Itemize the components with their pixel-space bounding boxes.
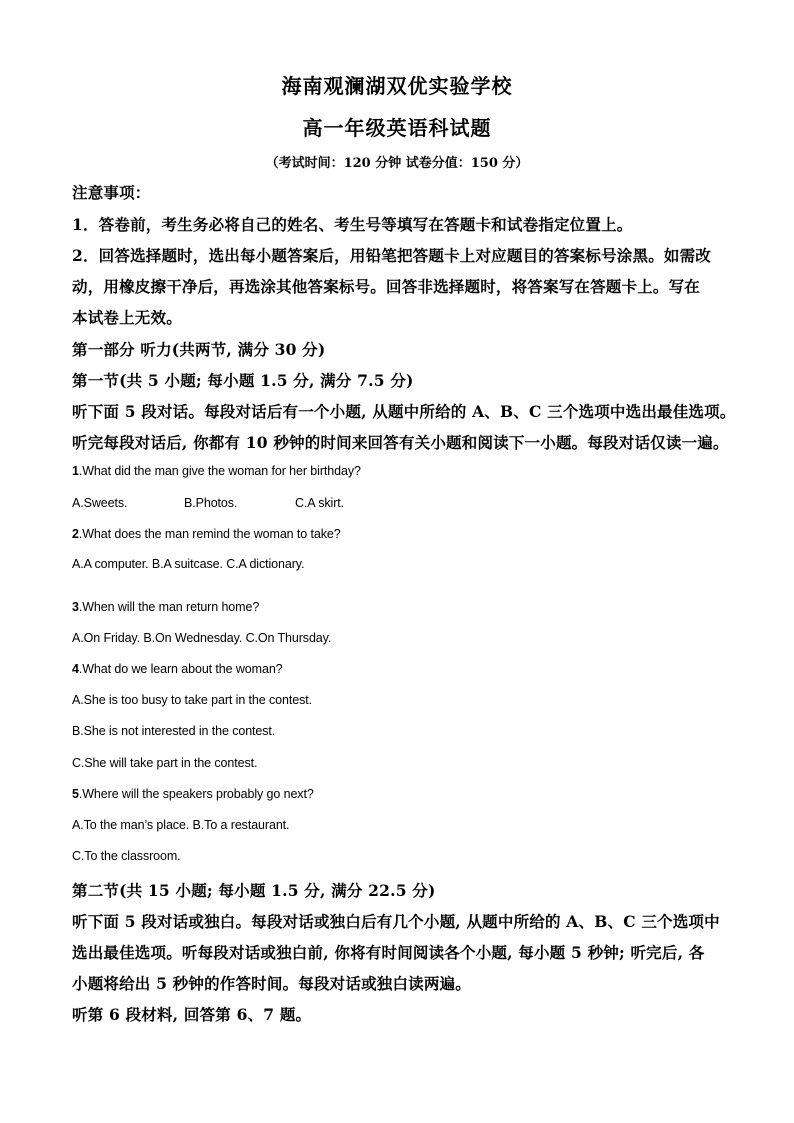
notice-item-2-line-3: 本试卷上无效。 <box>72 308 182 327</box>
option-a: A.Sweets. <box>72 496 128 510</box>
question-1-stem <box>72 464 361 478</box>
exam-info: （考试时间：120 分钟 试卷分值：150 分） <box>265 156 529 171</box>
question-2-options: A.A computer. B.A suitcase. C.A dictionary. <box>72 557 305 571</box>
part1-title: 第一部分 听力(共两节, 满分 30 分) <box>72 340 326 359</box>
question-4-option-b: B.She is not interested in the contest. <box>72 724 276 738</box>
question-number: 1 <box>72 464 79 478</box>
question-3-options: A.On Friday. B.On Wednesday. C.On Thursday. <box>72 631 332 645</box>
question-text: .What did the man give the woman for her birthday? <box>78 464 361 478</box>
question-number: 3 <box>72 600 79 614</box>
question-text: .Where will the speakers probably go next? <box>78 787 314 801</box>
option-b: B.Photos. <box>184 496 238 510</box>
notice-item-2-line-1: 2．回答选择题时，选出每小题答案后，用铅笔把答题卡上对应题目的答案标号涂黑。如需改 <box>72 246 711 265</box>
question-number: 5 <box>72 787 79 801</box>
question-number: 2 <box>72 527 79 541</box>
question-5-option-c: C.To the classroom. <box>72 849 181 863</box>
section1-title: 第一节(共 5 小题; 每小题 1.5 分, 满分 7.5 分) <box>72 371 414 390</box>
section2-instruction-line-2: 选出最佳选项。听每段对话或独白前, 你将有时间阅读各个小题, 每小题 5 秒钟; 听完后, 各 <box>72 943 705 962</box>
section2-instruction-line-3: 小题将给出 5 秒钟的作答时间。每段对话或独白读两遍。 <box>72 974 471 993</box>
question-number: 4 <box>72 662 79 676</box>
question-5-stem <box>72 787 314 801</box>
question-2-stem <box>72 527 341 541</box>
section2-instruction-line-1: 听下面 5 段对话或独白。每段对话或独白后有几个小题, 从题中所给的 A、B、C 三个选项中 <box>72 912 720 931</box>
school-title: 海南观澜湖双优实验学校 <box>281 74 513 98</box>
question-text: .When will the man return home? <box>78 600 260 614</box>
question-text: .What does the man remind the woman to take? <box>78 527 341 541</box>
exam-title: 高一年级英语科试题 <box>302 116 492 140</box>
material-6-heading: 听第 6 段材料, 回答第 6、7 题。 <box>72 1005 312 1024</box>
question-4-option-c: C.She will take part in the contest. <box>72 756 258 770</box>
question-text: .What do we learn about the woman? <box>78 662 283 676</box>
section2-title: 第二节(共 15 小题; 每小题 1.5 分, 满分 22.5 分) <box>72 881 436 900</box>
notice-heading: 注意事项： <box>72 183 151 202</box>
question-1-options <box>72 496 344 510</box>
option-c: C.A skirt. <box>295 496 345 510</box>
question-5-options-ab: A.To the man’s place. B.To a restaurant. <box>72 818 290 832</box>
notice-item-2-line-2: 动，用橡皮擦干净后，再选涂其他答案标号。回答非选择题时，将答案写在答题卡上。写在 <box>72 277 701 296</box>
question-4-option-a: A.She is too busy to take part in the contest. <box>72 693 312 707</box>
section1-instruction-line-2: 听完每段对话后, 你都有 10 秒钟的时间来回答有关小题和阅读下一小题。每段对话仅读一遍。 <box>72 433 729 452</box>
question-4-stem <box>72 662 283 676</box>
question-3-stem <box>72 600 259 614</box>
section1-instruction-line-1: 听下面 5 段对话。每段对话后有一个小题, 从题中所给的 A、B、C 三个选项中选出最佳选项。 <box>72 402 736 421</box>
notice-item-1: 1．答卷前，考生务必将自己的姓名、考生号等填写在答题卡和试卷指定位置上。 <box>72 215 633 234</box>
